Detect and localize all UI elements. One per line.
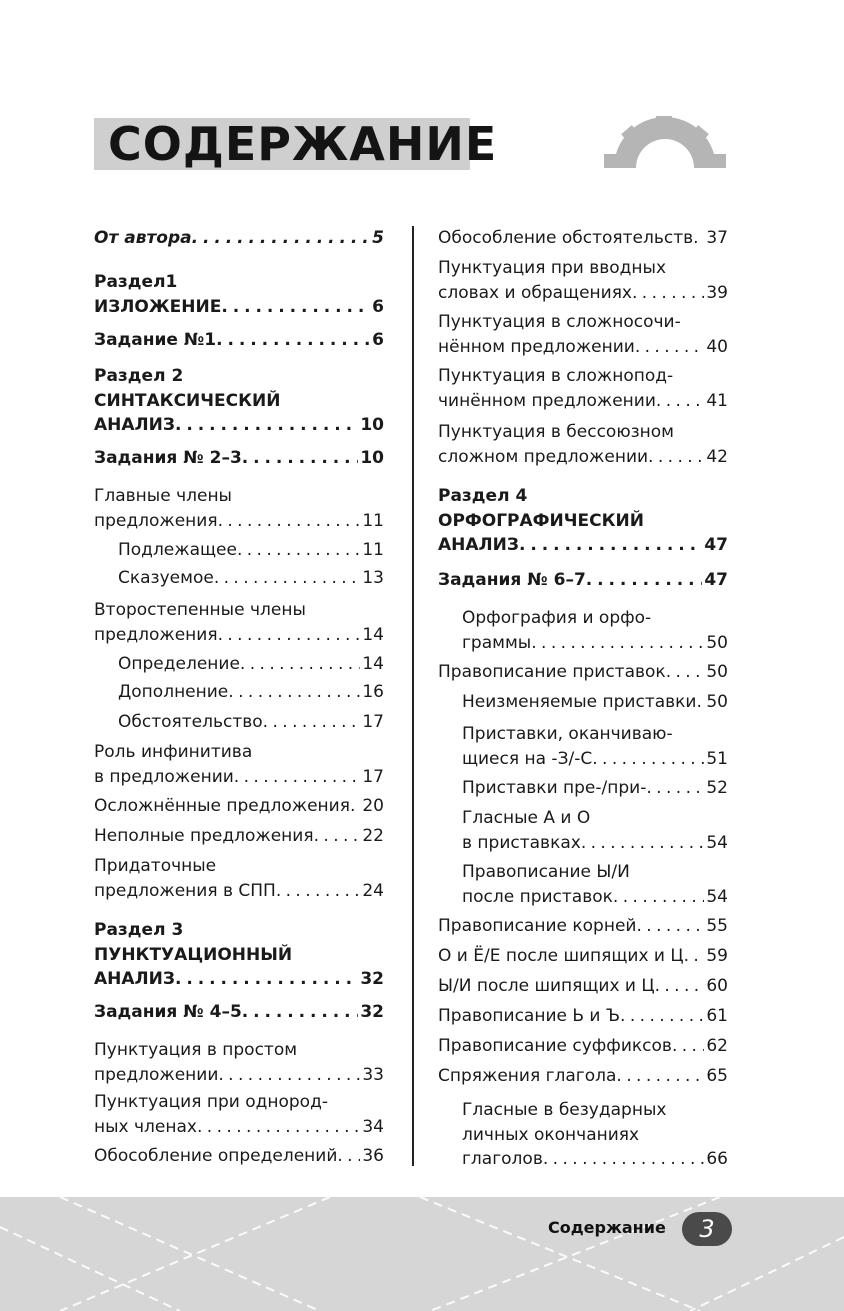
- toc-entry[interactable]: [94, 226, 384, 251]
- toc-entry-title: Раздел1: [94, 272, 178, 292]
- toc-page-number: 32: [360, 969, 384, 989]
- toc-line: [438, 660, 728, 685]
- footer-section-label: Содержание: [548, 1218, 666, 1237]
- toc-entry-title: Подлежащее: [118, 540, 237, 560]
- toc-line: [94, 824, 384, 849]
- dot-leader: [175, 967, 358, 992]
- toc-entry-title: Пунктуация при однород-: [94, 1092, 328, 1112]
- toc-entry[interactable]: [438, 364, 728, 413]
- toc-entry[interactable]: [94, 854, 384, 903]
- toc-entry-title: Пунктуация в сложносочи-: [438, 312, 681, 332]
- dot-leader: [221, 295, 370, 320]
- column-divider: [412, 226, 414, 1166]
- toc-entry-title: предложения: [94, 624, 218, 645]
- toc-page-number: 60: [706, 976, 728, 996]
- dot-leader: [684, 944, 705, 969]
- toc-line: [94, 1063, 384, 1088]
- toc-entry-title: Пунктуация в простом: [94, 1040, 298, 1060]
- toc-entry[interactable]: [94, 1144, 384, 1169]
- toc-page-number: 50: [706, 662, 728, 682]
- toc-entry[interactable]: [462, 1098, 728, 1172]
- toc-line: [94, 226, 384, 251]
- toc-entry-title: Пунктуация в сложнопод-: [438, 366, 674, 386]
- toc-line: [94, 1000, 384, 1025]
- toc-entry[interactable]: [94, 270, 384, 319]
- dot-leader: [242, 446, 359, 471]
- dot-leader: [214, 566, 361, 591]
- toc-page-number: 11: [362, 540, 384, 560]
- toc-line: [94, 1144, 384, 1169]
- toc-line: [462, 690, 728, 715]
- toc-line: [94, 328, 384, 353]
- toc-entry[interactable]: [438, 914, 728, 939]
- toc-page-number: 59: [706, 946, 728, 966]
- toc-entry[interactable]: [462, 806, 728, 855]
- dot-leader: [337, 1144, 360, 1169]
- dot-leader: [696, 690, 704, 715]
- dot-leader: [648, 445, 704, 470]
- dot-leader: [543, 1147, 705, 1172]
- dot-leader: [693, 226, 704, 251]
- toc-page-number: 24: [362, 880, 384, 901]
- toc-entry-title: Ы/И после шипящих и Ц: [438, 976, 655, 996]
- toc-entry[interactable]: [438, 420, 728, 469]
- toc-line: [462, 747, 728, 772]
- dot-leader: [314, 824, 361, 849]
- toc-entry-title: Обстоятельство: [118, 712, 263, 732]
- toc-entry-title: Определение: [118, 654, 240, 674]
- toc-entry-title: Осложнённые предложения: [94, 796, 350, 816]
- toc-entry-title: в приставках: [462, 832, 581, 853]
- toc-line: [438, 335, 728, 360]
- toc-entry-title: Сказуемое: [118, 568, 214, 588]
- toc-entry-title: глаголов: [462, 1149, 543, 1169]
- toc-entry-title: АНАЛИЗ: [94, 969, 175, 989]
- toc-page-number: 11: [362, 510, 384, 531]
- gear-icon: [598, 112, 738, 172]
- toc-entry[interactable]: [438, 484, 728, 558]
- dot-leader: [581, 831, 705, 856]
- toc-entry[interactable]: [94, 1038, 384, 1087]
- dot-leader: [666, 660, 705, 685]
- toc-page-number: 54: [706, 886, 728, 907]
- toc-entry[interactable]: [94, 824, 384, 849]
- dot-leader: [656, 389, 704, 414]
- dot-leader: [237, 538, 360, 563]
- toc-entry-title: Неполные предложения: [94, 826, 314, 846]
- toc-entry-title: Правописание суффиксов: [438, 1036, 672, 1056]
- toc-line: [94, 765, 384, 790]
- toc-line: [438, 1034, 728, 1059]
- toc-line: [94, 794, 384, 819]
- toc-entry[interactable]: [118, 680, 384, 705]
- toc-entry-title: предложении: [94, 1064, 219, 1085]
- dot-leader: [655, 974, 705, 999]
- toc-entry-title: после приставок: [462, 886, 613, 907]
- toc-entry-title: Правописание приставок: [438, 662, 666, 682]
- toc-page-number: 42: [706, 446, 728, 467]
- toc-entry[interactable]: [438, 226, 728, 251]
- toc-page-number: 41: [706, 390, 728, 411]
- toc-entry-title: СИНТАКСИЧЕСКИЙ: [94, 390, 281, 411]
- dot-leader: [672, 1034, 704, 1059]
- toc-entry-title: Правописание Ы/И: [462, 862, 630, 882]
- toc-line: [438, 974, 728, 999]
- toc-entry-title: ных членах: [94, 1116, 197, 1137]
- toc-entry-title: Неизменяемые приставки: [462, 692, 697, 712]
- toc-line: [462, 631, 728, 656]
- toc-entry[interactable]: [94, 1090, 384, 1139]
- toc-entry[interactable]: [94, 364, 384, 438]
- toc-line: [462, 1147, 728, 1172]
- dot-leader: [276, 879, 361, 904]
- toc-line: [438, 533, 728, 558]
- toc-page-number: 14: [362, 654, 384, 674]
- toc-page-number: 50: [706, 692, 728, 712]
- dot-leader: [197, 1115, 360, 1140]
- toc-entry-title: Гласные в безударных: [462, 1100, 667, 1120]
- dot-leader: [636, 914, 704, 939]
- toc-entry-title: Приставки, оканчиваю-: [462, 724, 673, 744]
- toc-entry[interactable]: [94, 598, 384, 647]
- dot-leader: [519, 533, 702, 558]
- toc-entry-title: Приставки пре-/при-: [462, 778, 647, 798]
- dot-leader: [218, 623, 361, 648]
- toc-entry[interactable]: [438, 256, 728, 305]
- toc-entry-title: Придаточные: [94, 856, 217, 876]
- toc-entry[interactable]: [438, 974, 728, 999]
- toc-line: [118, 680, 384, 705]
- dot-leader: [216, 328, 370, 353]
- toc-line: [438, 1004, 728, 1029]
- toc-entry-title: чинённом предложении: [438, 390, 656, 411]
- toc-entry-title: Раздел 2: [94, 366, 184, 386]
- toc-entry[interactable]: [462, 722, 728, 771]
- toc-entry-title: Гласные А и О: [462, 808, 591, 828]
- toc-entry-title: ИЗЛОЖЕНИЕ: [94, 296, 222, 317]
- toc-entry[interactable]: [94, 446, 384, 471]
- toc-entry[interactable]: [94, 328, 384, 353]
- toc-line: [462, 885, 728, 910]
- toc-page-number: 37: [706, 228, 728, 248]
- toc-line: [438, 281, 728, 306]
- toc-page-number: 17: [362, 766, 384, 787]
- toc-page-number: 13: [362, 568, 384, 588]
- toc-entry-title: Пунктуация в бессоюзном: [438, 422, 675, 442]
- dot-leader: [613, 885, 704, 910]
- toc-line: [118, 566, 384, 591]
- toc-line: [94, 967, 384, 992]
- toc-page-number: 47: [704, 535, 728, 555]
- toc-entry-title: словах и обращениях: [438, 282, 632, 303]
- toc-line: [94, 509, 384, 534]
- toc-entry-title: ПУНКТУАЦИОННЫЙ: [94, 944, 293, 965]
- toc-line: [438, 445, 728, 470]
- toc-entry[interactable]: [462, 860, 728, 909]
- dot-leader: [350, 794, 360, 819]
- toc-line: [462, 831, 728, 856]
- toc-entry-title: Обособление определений: [94, 1146, 338, 1166]
- toc-page-number: 40: [706, 336, 728, 357]
- dot-leader: [192, 226, 371, 251]
- toc-entry[interactable]: [438, 568, 728, 593]
- toc-entry[interactable]: [438, 944, 728, 969]
- dot-leader: [175, 413, 358, 438]
- dot-leader: [635, 335, 705, 360]
- toc-page-number: 34: [362, 1116, 384, 1137]
- toc-line: [94, 446, 384, 471]
- dot-leader: [240, 652, 360, 677]
- toc-entry[interactable]: [118, 652, 384, 677]
- toc-page-number: 32: [360, 1002, 384, 1022]
- toc-page-number: 22: [362, 826, 384, 846]
- toc-page-number: 66: [706, 1149, 728, 1169]
- toc-page-number: 6: [372, 296, 384, 317]
- toc-line: [118, 710, 384, 735]
- toc-page-number: 54: [706, 832, 728, 853]
- toc-entry[interactable]: [438, 1064, 728, 1089]
- dot-leader: [616, 1064, 704, 1089]
- toc-page-number: 62: [706, 1036, 728, 1056]
- toc-page-number: 36: [362, 1146, 384, 1166]
- toc-entry-title: предложения в СПП: [94, 880, 276, 901]
- toc-entry-title: Пунктуация при вводных: [438, 258, 667, 278]
- toc-entry-title: предложения: [94, 510, 218, 531]
- toc-line: [462, 776, 728, 801]
- toc-page-number: 16: [362, 682, 384, 702]
- toc-entry-title: личных окончаниях: [462, 1124, 640, 1145]
- toc-page-number: 65: [706, 1066, 728, 1086]
- toc-page-number: 20: [362, 796, 384, 816]
- toc-page-number: 10: [360, 415, 384, 435]
- toc-entry[interactable]: [462, 606, 728, 655]
- toc-entry[interactable]: [94, 794, 384, 819]
- toc-entry-title: Задание №1: [94, 330, 217, 350]
- toc-line: [438, 568, 728, 593]
- toc-line: [94, 295, 384, 320]
- toc-entry-title: граммы: [462, 632, 532, 653]
- toc-page-number: 6: [372, 330, 384, 350]
- toc-entry[interactable]: [118, 710, 384, 735]
- toc-page-number: 33: [362, 1064, 384, 1085]
- toc-entry[interactable]: [438, 660, 728, 685]
- toc-line: [438, 944, 728, 969]
- toc-entry-title: Роль инфинитива: [94, 742, 253, 762]
- page-title: СОДЕРЖАНИЕ: [108, 117, 498, 171]
- toc-page-number: 52: [706, 778, 728, 798]
- toc-entry-title: Спряжения глагола: [438, 1066, 617, 1086]
- dot-leader: [263, 710, 361, 735]
- toc-line: [94, 413, 384, 438]
- toc-line: [438, 389, 728, 414]
- toc-line: [94, 623, 384, 648]
- toc-line: [118, 538, 384, 563]
- toc-entry-title: Правописание Ь и Ъ: [438, 1006, 621, 1026]
- toc-entry-title: ОРФОГРАФИЧЕСКИЙ: [438, 510, 644, 531]
- dot-leader: [234, 765, 361, 790]
- dot-leader: [646, 776, 704, 801]
- toc-page-number: 39: [706, 282, 728, 303]
- toc-entry-title: Правописание корней: [438, 916, 637, 936]
- toc-entry-title: Дополнение: [118, 682, 229, 702]
- toc-line: [438, 1064, 728, 1089]
- toc-line: [438, 914, 728, 939]
- toc-entry-title: О и Ё/Е после шипящих и Ц: [438, 946, 684, 966]
- toc-entry-title: Главные члены: [94, 486, 232, 506]
- toc-page-number: 17: [362, 712, 384, 732]
- toc-entry-title: нённом предложении: [438, 336, 635, 357]
- toc-page-number: 14: [362, 624, 384, 645]
- dot-leader: [228, 680, 360, 705]
- toc-entry[interactable]: [94, 484, 384, 533]
- dot-leader: [218, 1063, 360, 1088]
- toc-entry[interactable]: [94, 918, 384, 992]
- toc-entry[interactable]: [94, 740, 384, 789]
- dot-leader: [620, 1004, 704, 1029]
- dot-leader: [586, 568, 703, 593]
- toc-line: [118, 652, 384, 677]
- toc-line: [94, 879, 384, 904]
- toc-entry-title: щиеся на -З/-С: [462, 748, 593, 769]
- dot-leader: [242, 1000, 359, 1025]
- dot-leader: [218, 509, 361, 534]
- toc-entry-title: Задания № 4–5: [94, 1002, 242, 1022]
- toc-entry[interactable]: [118, 538, 384, 563]
- toc-entry-title: Задания № 2–3: [94, 448, 242, 468]
- dot-leader: [531, 631, 704, 656]
- toc-entry-title: Задания № 6–7: [438, 570, 586, 590]
- toc-page-number: 55: [706, 916, 728, 936]
- toc-line: [438, 226, 728, 251]
- toc-entry-title: От автора: [94, 228, 192, 248]
- toc-page-number: 47: [704, 570, 728, 590]
- toc-page-number: 51: [706, 748, 728, 769]
- toc-entry-title: Второстепенные члены: [94, 600, 306, 620]
- toc-entry-title: сложном предложении: [438, 446, 649, 467]
- toc-entry[interactable]: [438, 1034, 728, 1059]
- toc-page-number: 10: [360, 448, 384, 468]
- toc-entry[interactable]: [94, 1000, 384, 1025]
- toc-entry[interactable]: [462, 776, 728, 801]
- toc-entry-title: Орфография и орфо-: [462, 608, 652, 628]
- toc-page-number: 50: [706, 632, 728, 653]
- toc-entry-title: Обособление обстоятельств: [438, 228, 694, 248]
- dot-leader: [592, 747, 704, 772]
- toc-line: [94, 1115, 384, 1140]
- toc-entry-title: Раздел 4: [438, 486, 528, 506]
- toc-page-number: 5: [372, 228, 384, 248]
- toc-entry[interactable]: [438, 1004, 728, 1029]
- toc-entry[interactable]: [462, 690, 728, 715]
- toc-entry-title: АНАЛИЗ: [94, 415, 175, 435]
- toc-entry-title: Раздел 3: [94, 920, 184, 940]
- page-number-badge: 3: [682, 1212, 732, 1246]
- toc-entry[interactable]: [118, 566, 384, 591]
- toc-page-number: 61: [706, 1006, 728, 1026]
- toc-entry[interactable]: [438, 310, 728, 359]
- toc-entry-title: АНАЛИЗ: [438, 535, 519, 555]
- dot-leader: [632, 281, 704, 306]
- toc-entry-title: в предложении: [94, 766, 234, 787]
